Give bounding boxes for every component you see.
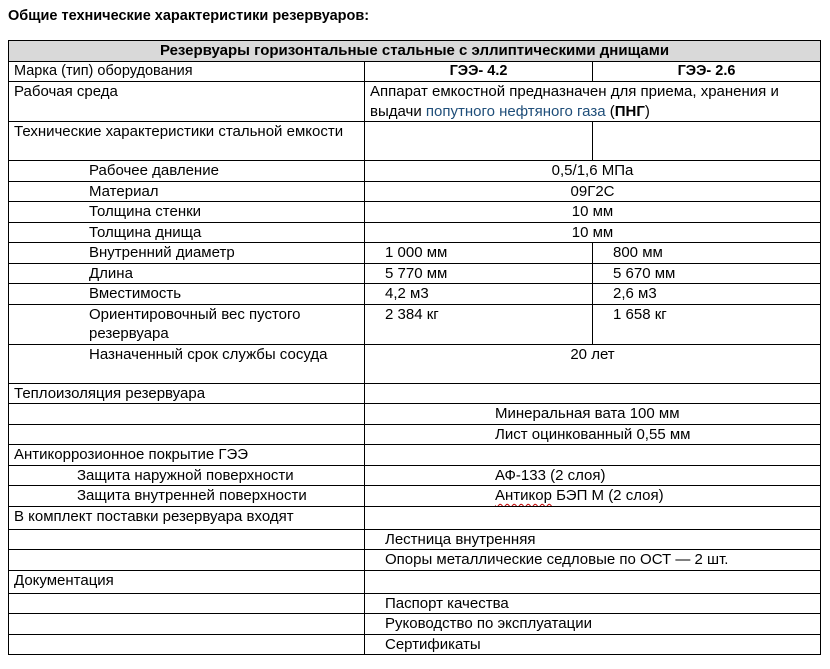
spec-table xyxy=(8,40,821,655)
kit-item-1: Лестница внутренняя xyxy=(365,529,821,550)
page-heading: Общие технические характеристики резервуаров: xyxy=(8,8,370,24)
service-label: Назначенный срок службы сосуда xyxy=(9,344,365,383)
capacity-b: 2,6 м3 xyxy=(593,284,821,305)
weight-a: 2 384 кг xyxy=(365,304,593,344)
capacity-a: 4,2 м3 xyxy=(365,284,593,305)
empty-cell xyxy=(593,122,821,161)
table-row xyxy=(9,243,821,264)
empty-cell xyxy=(9,529,365,550)
length-b: 5 670 мм xyxy=(593,263,821,284)
table-row xyxy=(9,486,821,507)
inner-protection-rest: БЭП М (2 слоя) xyxy=(551,487,664,504)
service-value: 20 лет xyxy=(365,344,821,383)
table-row xyxy=(9,465,821,486)
diameter-a: 1 000 мм xyxy=(365,243,593,264)
docs-item-2: Руководство по эксплуатации xyxy=(365,614,821,635)
medium-text-2: ( xyxy=(605,102,615,120)
diameter-label: Внутренний диаметр xyxy=(9,243,365,264)
medium-text-bold: ПНГ xyxy=(614,102,645,120)
empty-cell xyxy=(9,614,365,635)
wall-value: 10 мм xyxy=(365,202,821,223)
empty-cell xyxy=(9,634,365,655)
empty-cell xyxy=(365,383,821,404)
pressure-label: Рабочее давление xyxy=(9,161,365,182)
outer-protection-value: АФ-133 (2 слоя) xyxy=(365,465,821,486)
wall-label: Толщина стенки xyxy=(9,202,365,223)
table-row xyxy=(9,202,821,223)
empty-cell xyxy=(365,570,821,593)
inner-protection-value xyxy=(365,486,821,507)
table-row xyxy=(9,445,821,466)
table-row xyxy=(9,161,821,182)
table-row xyxy=(9,529,821,550)
docs-label: Документация xyxy=(9,570,365,593)
bottom-label: Толщина днища xyxy=(9,222,365,243)
anticorrosion-label: Антикоррозионное покрытие ГЭЭ xyxy=(9,445,365,466)
table-row xyxy=(9,404,821,425)
material-label: Материал xyxy=(9,181,365,202)
medium-text-1: Аппарат емкостной предназначен для приема, хранения и выдачи xyxy=(370,83,779,120)
bottom-value: 10 мм xyxy=(365,222,821,243)
table-row xyxy=(9,222,821,243)
kit-label: В комплект поставки резервуара входят xyxy=(9,506,365,529)
tech-label: Технические характеристики стальной емкости xyxy=(9,122,365,161)
table-row xyxy=(9,383,821,404)
medium-value xyxy=(365,82,821,122)
table-row xyxy=(9,506,821,529)
table-title: Резервуары горизонтальные стальные с эллиптическими днищами xyxy=(9,41,821,62)
weight-b: 1 658 кг xyxy=(593,304,821,344)
table-row xyxy=(9,344,821,383)
table-row xyxy=(9,424,821,445)
insulation-item-1: Минеральная вата 100 мм xyxy=(365,404,821,425)
inner-protection-word: Антикор xyxy=(495,487,552,504)
pressure-value: 0,5/1,6 МПа xyxy=(365,161,821,182)
empty-cell xyxy=(9,593,365,614)
model-b-header: ГЭЭ- 2.6 xyxy=(593,61,821,82)
material-value: 09Г2С xyxy=(365,181,821,202)
medium-text-link: попутного нефтяного газа xyxy=(425,102,606,120)
kit-item-2: Опоры металлические седловые по ОСТ — 2 шт. xyxy=(365,550,821,571)
outer-protection-label: Защита наружной поверхности xyxy=(9,465,365,486)
table-row xyxy=(9,634,821,655)
table-row xyxy=(9,550,821,571)
table-title-row xyxy=(9,41,821,62)
table-row xyxy=(9,304,821,344)
empty-cell xyxy=(365,122,593,161)
length-a: 5 770 мм xyxy=(365,263,593,284)
weight-label: Ориентировочный вес пустого резервуара xyxy=(9,304,365,344)
insulation-item-2: Лист оцинкованный 0,55 мм xyxy=(365,424,821,445)
table-row xyxy=(9,570,821,593)
medium-text-3: ) xyxy=(644,102,650,120)
length-label: Длина xyxy=(9,263,365,284)
empty-cell xyxy=(9,424,365,445)
docs-item-3: Сертификаты xyxy=(365,634,821,655)
inner-protection-label: Защита внутренней поверхности xyxy=(9,486,365,507)
medium-label: Рабочая среда xyxy=(9,82,365,122)
table-row xyxy=(9,181,821,202)
model-a-header: ГЭЭ- 4.2 xyxy=(365,61,593,82)
diameter-b: 800 мм xyxy=(593,243,821,264)
table-row xyxy=(9,61,821,82)
capacity-label: Вместимость xyxy=(9,284,365,305)
empty-cell xyxy=(9,550,365,571)
table-row xyxy=(9,82,821,122)
table-row xyxy=(9,122,821,161)
table-row xyxy=(9,593,821,614)
table-row xyxy=(9,263,821,284)
table-row xyxy=(9,614,821,635)
brand-label: Марка (тип) оборудования xyxy=(9,61,365,82)
insulation-label: Теплоизоляция резервуара xyxy=(9,383,365,404)
empty-cell xyxy=(365,506,821,529)
table-row xyxy=(9,284,821,305)
empty-cell xyxy=(365,445,821,466)
empty-cell xyxy=(9,404,365,425)
docs-item-1: Паспорт качества xyxy=(365,593,821,614)
